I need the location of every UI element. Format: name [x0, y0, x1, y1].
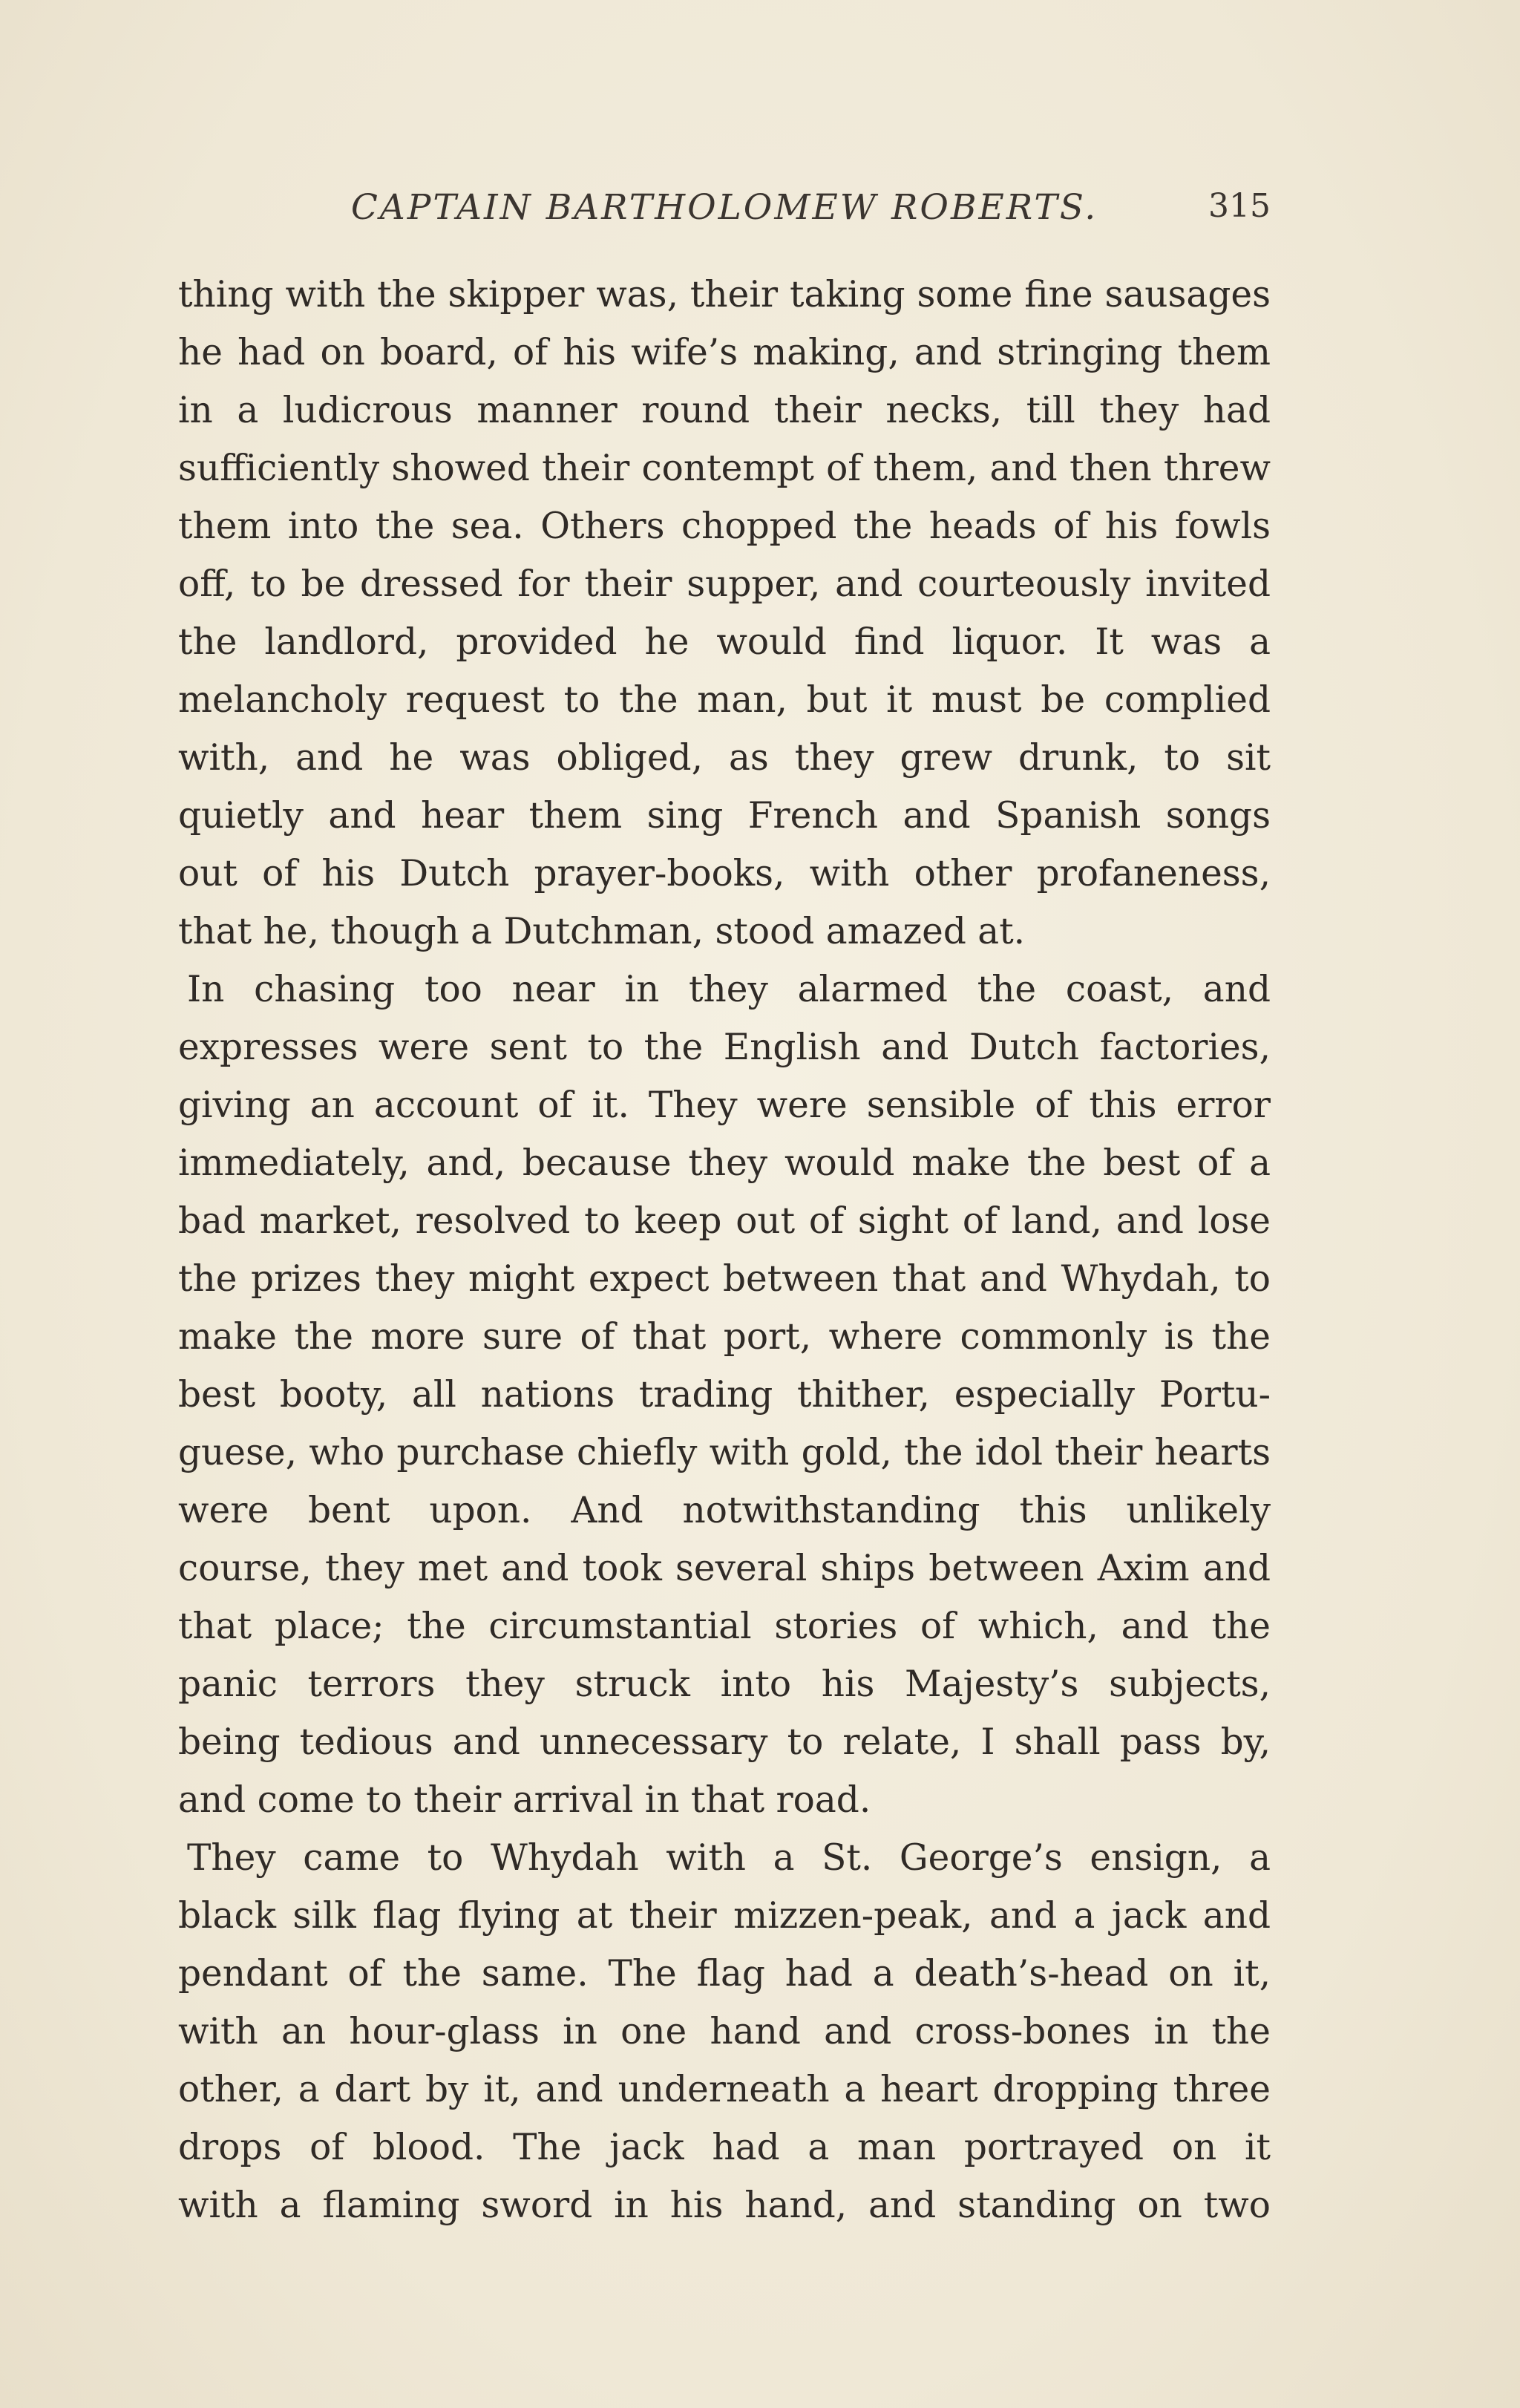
text-line: drops of blood. The jack had a man portrayed on it — [178, 2127, 1271, 2168]
text-line: melancholy request to the man, but it must be complied — [178, 679, 1271, 721]
text-line: off, to be dressed for their supper, and courteously invited — [178, 563, 1271, 605]
text-line: panic terrors they struck into his Majesty’s subjects, — [178, 1663, 1271, 1705]
text-line: course, they met and took several ships between Axim and — [178, 1548, 1271, 1589]
text-line: were bent upon. And notwithstanding this unlikely — [178, 1490, 1271, 1531]
paragraph-end-line: that he, though a Dutchman, stood amazed at. — [178, 911, 1026, 952]
paragraph-start-line: In chasing too near in they alarmed the coast, and — [187, 969, 1271, 1010]
paragraph-end-line: and come to their arrival in that road. — [178, 1779, 871, 1821]
text-line: guese, who purchase chiefly with gold, the idol their hearts — [178, 1432, 1271, 1473]
text-line: thing with the skipper was, their taking some fine sausages — [178, 274, 1271, 315]
body-text — [178, 266, 1271, 2234]
text-line: the landlord, provided he would find liquor. It was a — [178, 621, 1271, 663]
page-header — [178, 184, 1271, 236]
text-line: out of his Dutch prayer-books, with other profaneness, — [178, 853, 1271, 894]
text-line: in a ludicrous manner round their necks, till they had — [178, 390, 1271, 431]
text-line: the prizes they might expect between that and Whydah, to — [178, 1258, 1271, 1300]
text-line: make the more sure of that port, where commonly is the — [178, 1316, 1271, 1358]
paragraph-start-line: They came to Whydah with a St. George’s ensign, a — [187, 1837, 1271, 1879]
text-line: with an hour-glass in one hand and cross-bones in the — [178, 2011, 1271, 2052]
text-line: with a flaming sword in his hand, and standing on two — [178, 2185, 1271, 2226]
text-line: sufficiently showed their contempt of them, and then threw — [178, 448, 1271, 489]
text-line: best booty, all nations trading thither, especially Portu- — [178, 1374, 1271, 1416]
text-line: other, a dart by it, and underneath a heart dropping three — [178, 2069, 1271, 2110]
text-line: giving an account of it. They were sensible of this error — [178, 1084, 1271, 1126]
text-line: that place; the circumstantial stories of which, and the — [178, 1606, 1271, 1647]
text-line: quietly and hear them sing French and Spanish songs — [178, 795, 1271, 837]
text-line: being tedious and unnecessary to relate, I shall pass by, — [178, 1721, 1271, 1763]
text-line: black silk flag flying at their mizzen-peak, and a jack and — [178, 1895, 1271, 1937]
text-line: pendant of the same. The flag had a death’s-head on it, — [178, 1953, 1271, 1995]
page-number: 315 — [1208, 187, 1271, 225]
text-line: with, and he was obliged, as they grew drunk, to sit — [178, 737, 1271, 779]
text-line: bad market, resolved to keep out of sight of land, and lose — [178, 1200, 1271, 1242]
text-line: immediately, and, because they would make the best of a — [178, 1142, 1271, 1184]
running-title: CAPTAIN BARTHOLOMEW ROBERTS. — [350, 187, 1098, 228]
text-line: them into the sea. Others chopped the heads of his fowls — [178, 506, 1271, 547]
text-line: expresses were sent to the English and Dutch factories, — [178, 1027, 1271, 1068]
text-line: he had on board, of his wife’s making, and stringing them — [178, 332, 1271, 373]
